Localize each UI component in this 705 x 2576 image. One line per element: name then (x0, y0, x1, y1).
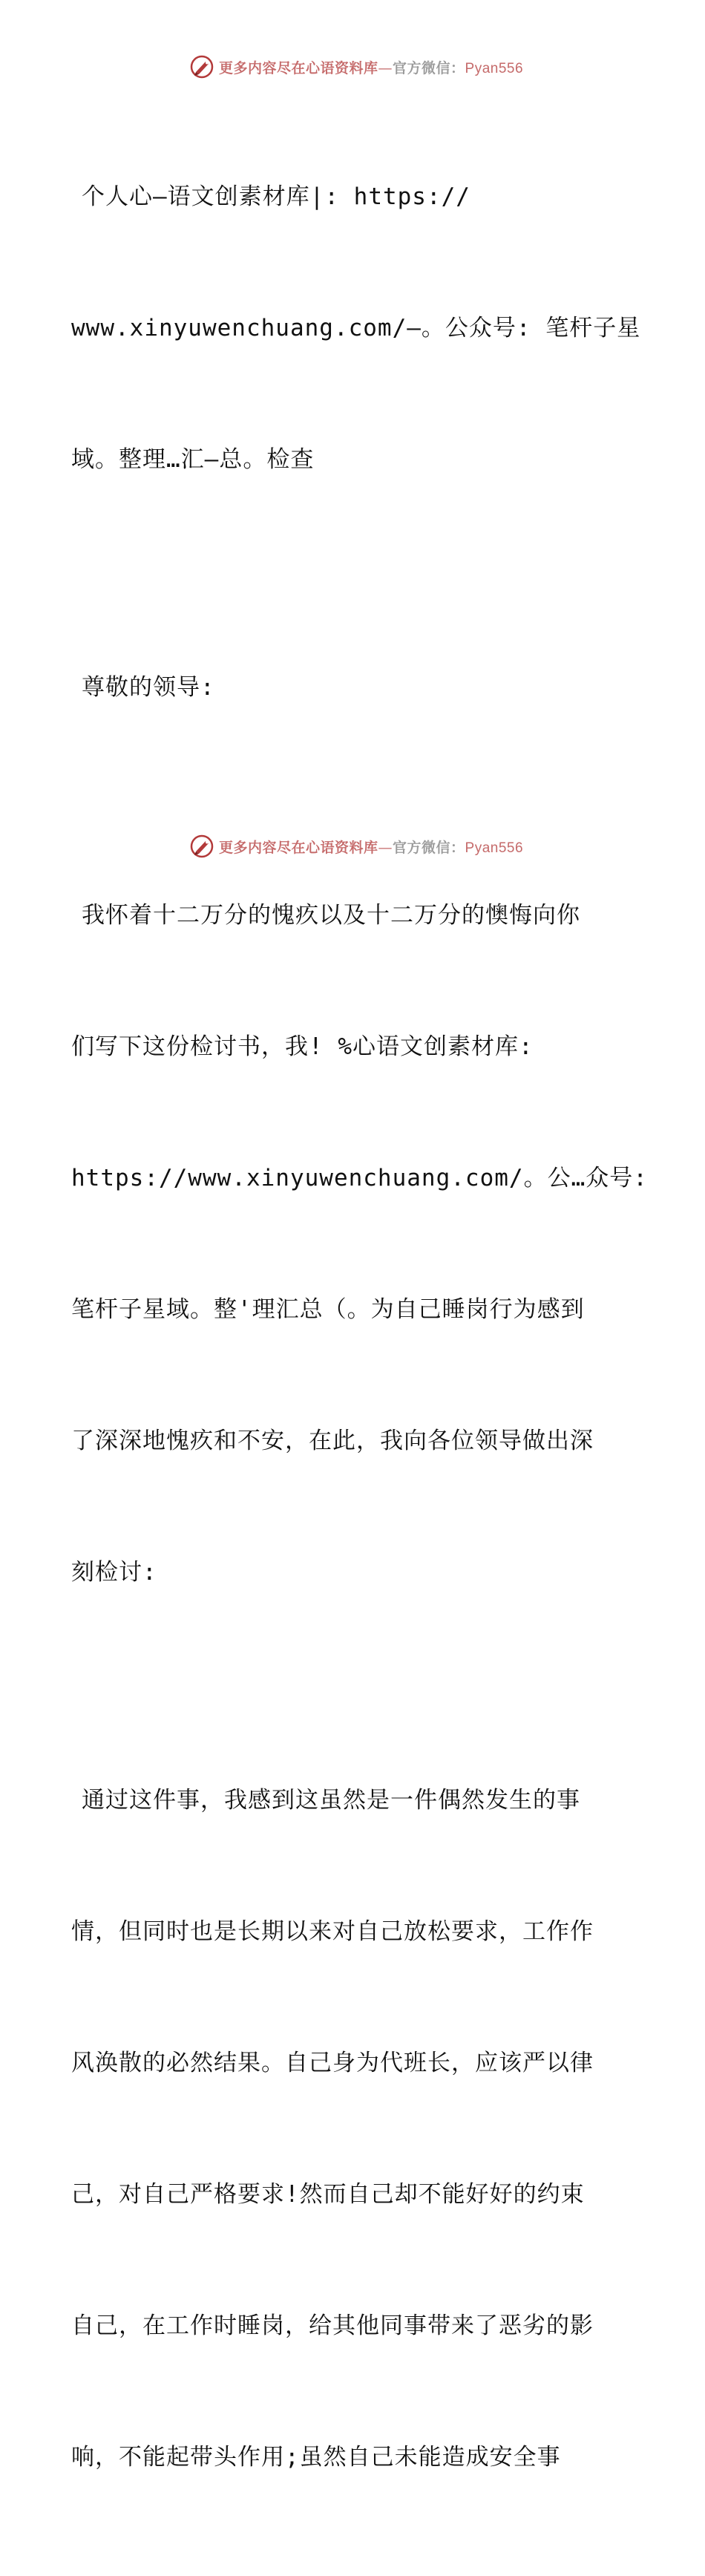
text-line: 情，但同时也是长期以来对自己放松要求，工作作 (71, 1918, 594, 1945)
text-line: 尊敬的领导: (82, 674, 215, 701)
text-line: 我怀着十二万分的愧疚以及十二万分的懊悔向你 (82, 902, 580, 929)
paragraph-reflection (71, 1691, 635, 2567)
footer-banner-content (189, 834, 523, 859)
header-banner (0, 52, 705, 82)
text-line: 刻检讨: (71, 1559, 157, 1586)
text-line: 域。整理…汇—总。检查 (71, 446, 315, 473)
text-line: 己，对自己严格要求!然而自己却不能好好的约束 (71, 2181, 585, 2208)
text-line: 自己，在工作时睡岗，给其他同事带来了恶劣的影 (71, 2312, 594, 2339)
pen-logo-icon (189, 54, 214, 79)
header-banner-text (219, 57, 523, 77)
header-banner-content (189, 54, 523, 79)
text-line: 笔杆子星域。整'理汇总（。为自己睡岗行为感到 (71, 1296, 585, 1323)
text-line: 通过这件事，我感到这虽然是一件偶然发生的事 (82, 1787, 580, 1814)
paragraph-salutation (71, 578, 635, 797)
footer-banner-text (219, 837, 523, 857)
text-line: www.xinyuwenchuang.com/—。公众号: 笔杆子星 (71, 315, 641, 341)
text-line: 风涣散的必然结果。自己身为代班长，应该严以律 (71, 2050, 594, 2076)
banner-official-label: 官方微信 (392, 59, 450, 76)
text-line: 了深深地愧疚和不安，在此，我向各位领导做出深 (71, 1428, 594, 1454)
banner-main-text: 更多内容尽在心语资料库 (218, 59, 378, 76)
paragraph-intro (71, 88, 641, 569)
text-line: https://www.xinyuwenchuang.com/。公…众号: (71, 1165, 648, 1191)
banner-official-label: 官方微信 (392, 839, 450, 856)
footer-banner (0, 831, 705, 861)
banner-main-text: 更多内容尽在心语资料库 (218, 839, 378, 856)
banner-wechat-id: Pyan556 (465, 840, 524, 856)
pen-logo-icon (189, 834, 214, 859)
banner-wechat-id: Pyan556 (465, 60, 524, 76)
banner-dash: — (378, 839, 393, 856)
text-line: 个人心—语文创素材库|: https:// (82, 183, 470, 210)
text-line: 们写下这份检讨书，我! %心语文创素材库: (71, 1033, 534, 1060)
banner-dash: — (378, 59, 393, 76)
document-body (71, 88, 648, 2576)
banner-colon: ： (450, 59, 465, 76)
text-line: 响，不能起带头作用;虽然自己未能造成安全事 (71, 2444, 561, 2471)
banner-colon: ： (450, 839, 465, 856)
paragraph-apology (71, 806, 648, 1682)
